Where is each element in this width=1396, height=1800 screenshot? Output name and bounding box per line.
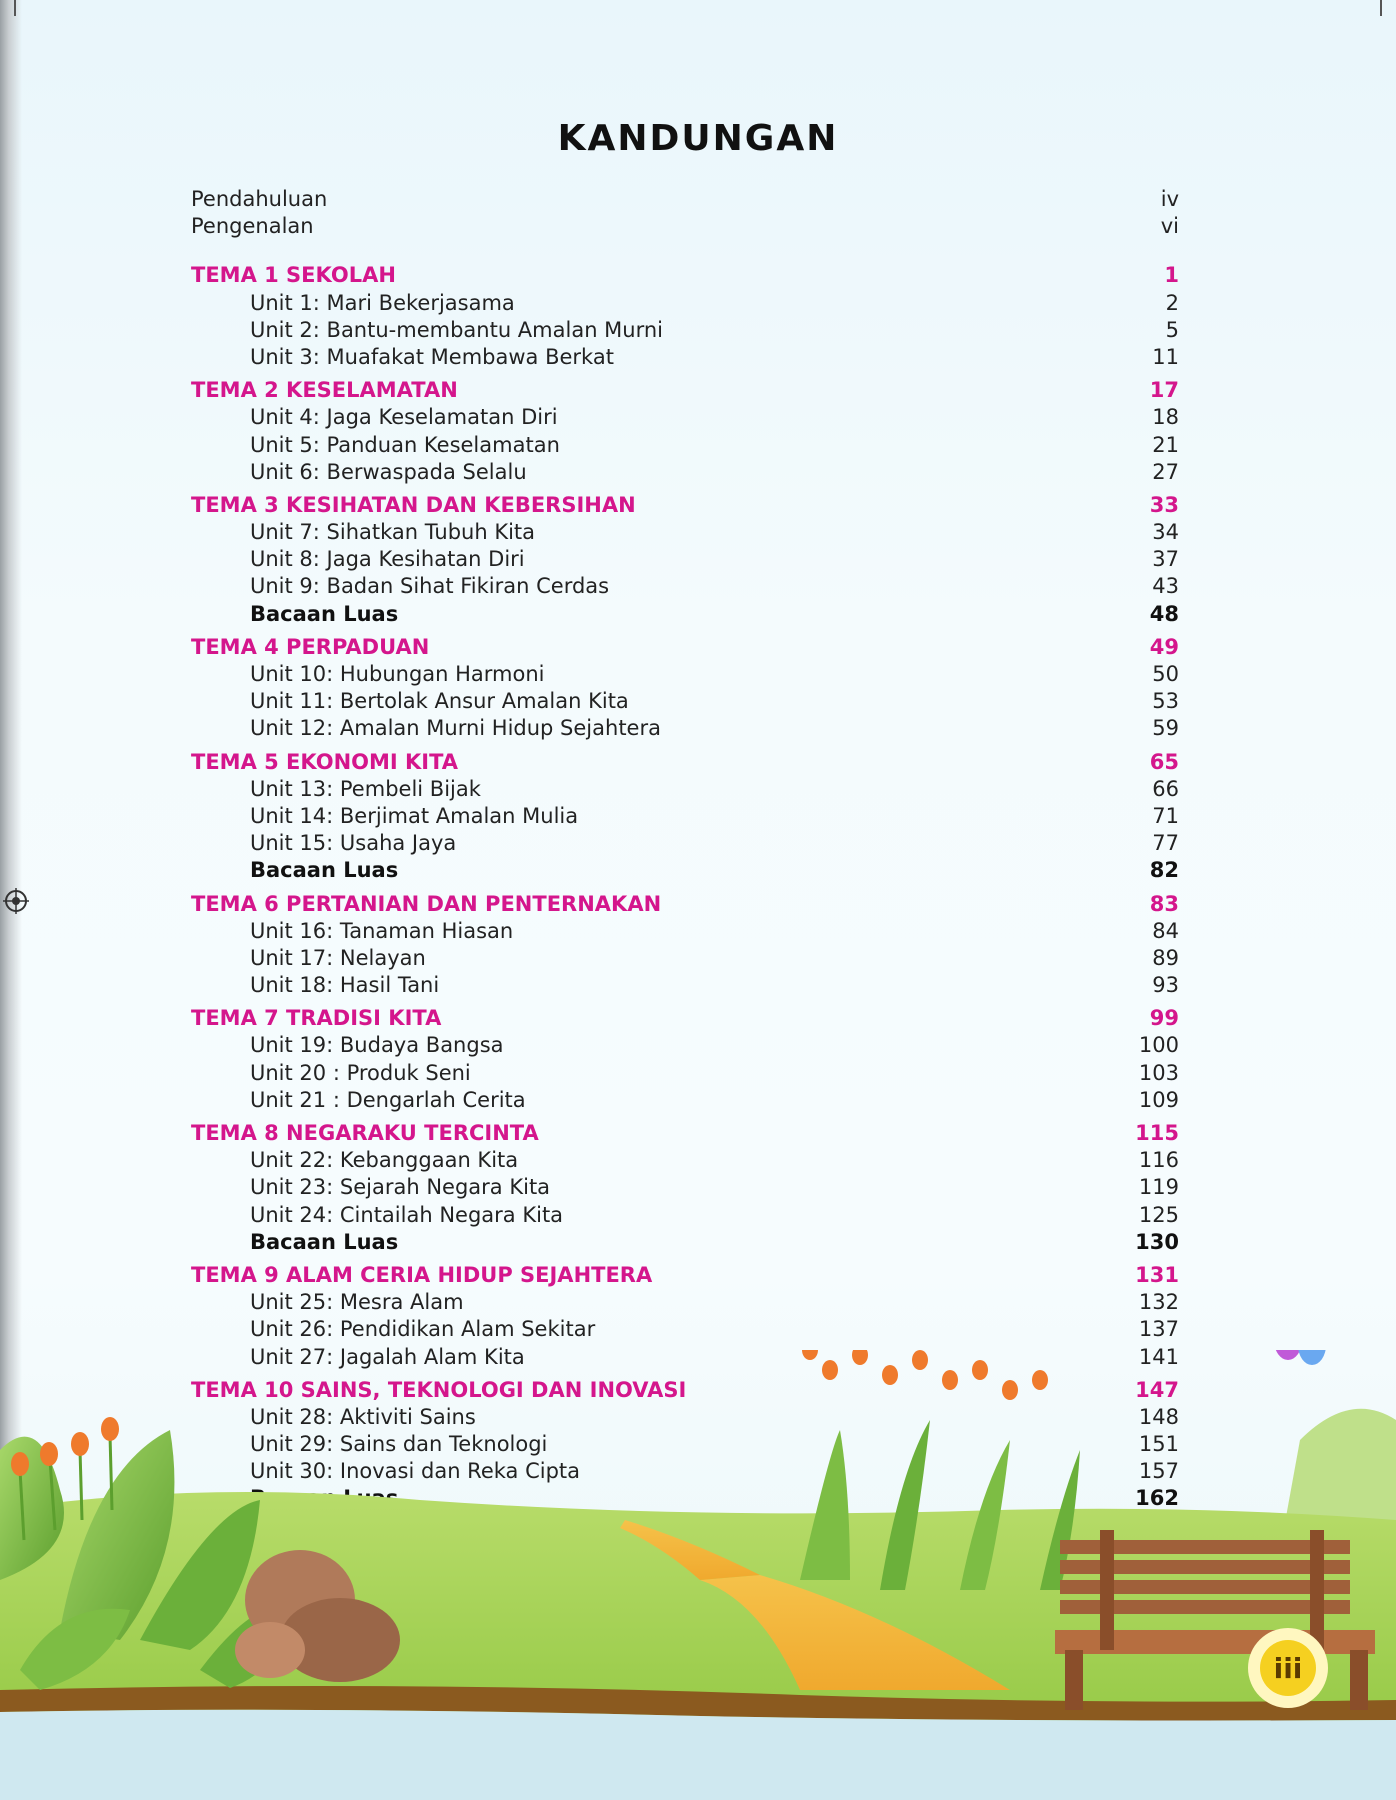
toc-unit-entry: [191, 1060, 1179, 1087]
toc-reading-entry-label: Bacaan Luas: [250, 601, 399, 626]
toc-unit-entry-page: 141: [1138, 1344, 1179, 1369]
table-of-contents: [191, 186, 1179, 1513]
toc-unit-entry-label: Unit 12: Amalan Murni Hidup Sejahtera: [250, 716, 661, 741]
toc-theme-heading-label: TEMA 9 ALAM CERIA HIDUP SEJAHTERA: [191, 1262, 653, 1287]
toc-intro-entry: [191, 213, 1179, 240]
toc-unit-entry-page: 5: [1165, 317, 1179, 342]
toc-unit-entry-page: 157: [1138, 1459, 1179, 1484]
toc-unit-entry: [191, 830, 1179, 857]
toc-theme-heading: [191, 492, 1179, 519]
toc-unit-entry-page: 59: [1152, 716, 1179, 741]
toc-unit-entry-page: 53: [1152, 689, 1179, 714]
toc-theme-heading-page: 83: [1149, 891, 1179, 916]
toc-theme-heading-label: TEMA 6 PERTANIAN DAN PENTERNAKAN: [191, 891, 662, 916]
toc-unit-entry-page: 89: [1152, 945, 1179, 970]
toc-unit-entry-label: Unit 20 : Produk Seni: [250, 1060, 471, 1085]
toc-unit-entry-page: 77: [1152, 831, 1179, 856]
toc-unit-entry: [191, 715, 1179, 742]
toc-unit-entry: [191, 1147, 1179, 1174]
toc-unit-entry-label: Unit 10: Hubungan Harmoni: [250, 662, 545, 686]
toc-theme-heading: [191, 634, 1179, 661]
toc-theme-heading-page: 17: [1149, 378, 1179, 403]
toc-unit-entry: [191, 1202, 1179, 1229]
toc-unit-entry-page: 50: [1152, 662, 1179, 686]
toc-unit-entry-page: 27: [1152, 459, 1179, 484]
toc-unit-entry-page: 137: [1138, 1317, 1179, 1342]
toc-theme-heading-page: 99: [1149, 1006, 1179, 1031]
toc-unit-entry-page: 21: [1152, 432, 1179, 457]
toc-unit-entry-page: 43: [1152, 574, 1179, 599]
toc-theme-heading-page: 1: [1164, 263, 1179, 288]
toc-unit-entry-label: Unit 26: Pendidikan Alam Sekitar: [250, 1317, 596, 1342]
toc-unit-entry: [191, 776, 1179, 803]
toc-theme-heading: [191, 262, 1179, 289]
toc-theme-heading-page: 147: [1135, 1377, 1179, 1402]
toc-unit-entry: [191, 432, 1179, 459]
toc-unit-entry-label: Unit 24: Cintailah Negara Kita: [250, 1202, 564, 1227]
registration-mark-icon: [3, 888, 29, 914]
toc-unit-entry-label: Unit 13: Pembeli Bijak: [250, 776, 481, 801]
toc-theme-heading-label: TEMA 1 SEKOLAH: [191, 263, 396, 288]
toc-unit-entry-label: Unit 8: Jaga Kesihatan Diri: [250, 547, 525, 572]
toc-unit-entry-page: 2: [1165, 290, 1179, 315]
toc-theme-heading: [191, 1262, 1179, 1289]
toc-theme-heading-page: 33: [1149, 492, 1179, 517]
toc-unit-entry-label: Unit 29: Sains dan Teknologi: [250, 1432, 548, 1457]
toc-unit-entry-page: 109: [1138, 1087, 1179, 1112]
toc-unit-entry-page: 11: [1152, 344, 1179, 369]
toc-unit-entry-label: Unit 11: Bertolak Ansur Amalan Kita: [250, 689, 629, 714]
toc-spacer: [191, 240, 1179, 262]
toc-reading-entry-label: Bacaan Luas: [250, 1229, 399, 1254]
toc-unit-entry-label: Unit 30: Inovasi dan Reka Cipta: [250, 1459, 581, 1484]
garden-illustration: [0, 1350, 1396, 1800]
toc-reading-entry-page: 82: [1149, 858, 1179, 883]
toc-unit-entry-page: 103: [1138, 1060, 1179, 1085]
toc-intro-entry-label: Pengenalan: [191, 214, 314, 239]
toc-theme-heading-label: TEMA 3 KESIHATAN DAN KEBERSIHAN: [191, 492, 636, 517]
toc-theme-heading: [191, 1120, 1179, 1147]
toc-unit-entry: [191, 918, 1179, 945]
toc-unit-entry: [191, 803, 1179, 830]
toc-reading-entry: [191, 857, 1179, 884]
toc-unit-entry-label: Unit 7: Sihatkan Tubuh Kita: [250, 520, 536, 545]
toc-reading-entry-page: 130: [1135, 1229, 1179, 1254]
toc-theme-heading-page: 131: [1135, 1262, 1179, 1287]
toc-unit-entry-label: Unit 2: Bantu-membantu Amalan Murni: [250, 317, 664, 342]
toc-unit-entry-label: Unit 18: Hasil Tani: [250, 973, 440, 998]
toc-unit-entry: [191, 546, 1179, 573]
toc-reading-entry-page: 162: [1135, 1486, 1179, 1511]
toc-unit-entry-label: Unit 17: Nelayan: [250, 945, 426, 970]
toc-unit-entry-label: Unit 14: Berjimat Amalan Mulia: [250, 803, 579, 828]
toc-theme-heading-page: 49: [1149, 634, 1179, 659]
toc-unit-entry-page: 37: [1152, 547, 1179, 572]
toc-unit-entry: [191, 1087, 1179, 1114]
toc-unit-entry: [191, 344, 1179, 371]
toc-unit-entry-label: Unit 15: Usaha Jaya: [250, 831, 457, 856]
toc-unit-entry: [191, 661, 1179, 688]
toc-theme-heading: [191, 891, 1179, 918]
toc-unit-entry: [191, 317, 1179, 344]
crop-mark-top-right: [1380, 0, 1382, 16]
toc-unit-entry-label: Unit 6: Berwaspada Selalu: [250, 459, 527, 484]
toc-reading-entry-page: 48: [1149, 601, 1179, 626]
toc-unit-entry-label: Unit 9: Badan Sihat Fikiran Cerdas: [250, 574, 610, 599]
toc-theme-heading-label: TEMA 2 KESELAMATAN: [191, 378, 458, 403]
toc-unit-entry-label: Unit 21 : Dengarlah Cerita: [250, 1087, 526, 1112]
toc-unit-entry-page: 148: [1138, 1404, 1179, 1429]
toc-unit-entry-label: Unit 28: Aktiviti Sains: [250, 1404, 476, 1429]
toc-unit-entry: [191, 573, 1179, 600]
toc-unit-entry-page: 34: [1152, 520, 1179, 545]
crop-mark-top-left: [14, 0, 16, 16]
toc-theme-heading: [191, 1005, 1179, 1032]
toc-unit-entry-page: 66: [1152, 776, 1179, 801]
toc-unit-entry-label: Unit 3: Muafakat Membawa Berkat: [250, 344, 614, 369]
toc-unit-entry-page: 71: [1152, 803, 1179, 828]
toc-unit-entry-label: Unit 19: Budaya Bangsa: [250, 1033, 504, 1058]
toc-unit-entry: [191, 945, 1179, 972]
toc-unit-entry: [191, 972, 1179, 999]
toc-unit-entry: [191, 1032, 1179, 1059]
toc-unit-entry-label: Unit 27: Jagalah Alam Kita: [250, 1344, 525, 1369]
toc-unit-entry-page: 151: [1138, 1432, 1179, 1457]
toc-theme-heading-page: 115: [1135, 1121, 1179, 1145]
toc-unit-entry-page: 100: [1138, 1033, 1179, 1058]
toc-unit-entry-page: 18: [1152, 405, 1179, 430]
toc-unit-entry: [191, 519, 1179, 546]
toc-theme-heading-label: TEMA 5 EKONOMI KITA: [191, 749, 459, 774]
toc-unit-entry-page: 125: [1138, 1202, 1179, 1227]
page-title: KANDUNGAN: [557, 118, 839, 159]
toc-unit-entry-label: Unit 4: Jaga Keselamatan Diri: [250, 405, 558, 430]
toc-unit-entry-label: Unit 22: Kebanggaan Kita: [250, 1148, 519, 1173]
toc-unit-entry-page: 132: [1138, 1290, 1179, 1315]
toc-theme-heading: [191, 377, 1179, 404]
toc-unit-entry: [191, 290, 1179, 317]
toc-intro-entry-page: iv: [1160, 187, 1179, 211]
toc-unit-entry-label: Unit 23: Sejarah Negara Kita: [250, 1175, 551, 1200]
toc-reading-entry-label: Bacaan Luas: [250, 858, 399, 883]
toc-unit-entry: [191, 1316, 1179, 1343]
toc-unit-entry-page: 116: [1138, 1148, 1179, 1173]
toc-theme-heading-page: 65: [1149, 749, 1179, 774]
toc-intro-entry-page: vi: [1160, 214, 1179, 239]
page-number: iii: [1273, 1651, 1303, 1685]
toc-theme-heading-label: TEMA 4 PERPADUAN: [191, 634, 430, 659]
toc-unit-entry-page: 84: [1152, 918, 1179, 943]
toc-unit-entry: [191, 459, 1179, 486]
toc-unit-entry: [191, 1174, 1179, 1201]
toc-intro-entry: [191, 186, 1179, 213]
toc-reading-entry: [191, 601, 1179, 628]
toc-unit-entry-label: Unit 5: Panduan Keselamatan: [250, 432, 560, 457]
toc-intro-entry-label: Pendahuluan: [191, 187, 328, 211]
toc-unit-entry: [191, 1289, 1179, 1316]
toc-theme-heading: [191, 749, 1179, 776]
toc-theme-heading-label: TEMA 7 TRADISI KITA: [191, 1006, 442, 1031]
toc-unit-entry-page: 119: [1138, 1175, 1179, 1200]
toc-unit-entry: [191, 688, 1179, 715]
butterfly-icon: [1274, 1350, 1326, 1365]
toc-unit-entry-page: 93: [1152, 973, 1179, 998]
toc-theme-heading-label: TEMA 10 SAINS, TEKNOLOGI DAN INOVASI: [191, 1377, 687, 1402]
toc-unit-entry-label: Unit 16: Tanaman Hiasan: [250, 918, 514, 943]
toc-unit-entry-label: Unit 1: Mari Bekerjasama: [250, 290, 515, 315]
toc-unit-entry: [191, 404, 1179, 431]
toc-unit-entry-label: Unit 25: Mesra Alam: [250, 1290, 464, 1315]
toc-reading-entry: [191, 1229, 1179, 1256]
toc-theme-heading-label: TEMA 8 NEGARAKU TERCINTA: [191, 1121, 539, 1145]
